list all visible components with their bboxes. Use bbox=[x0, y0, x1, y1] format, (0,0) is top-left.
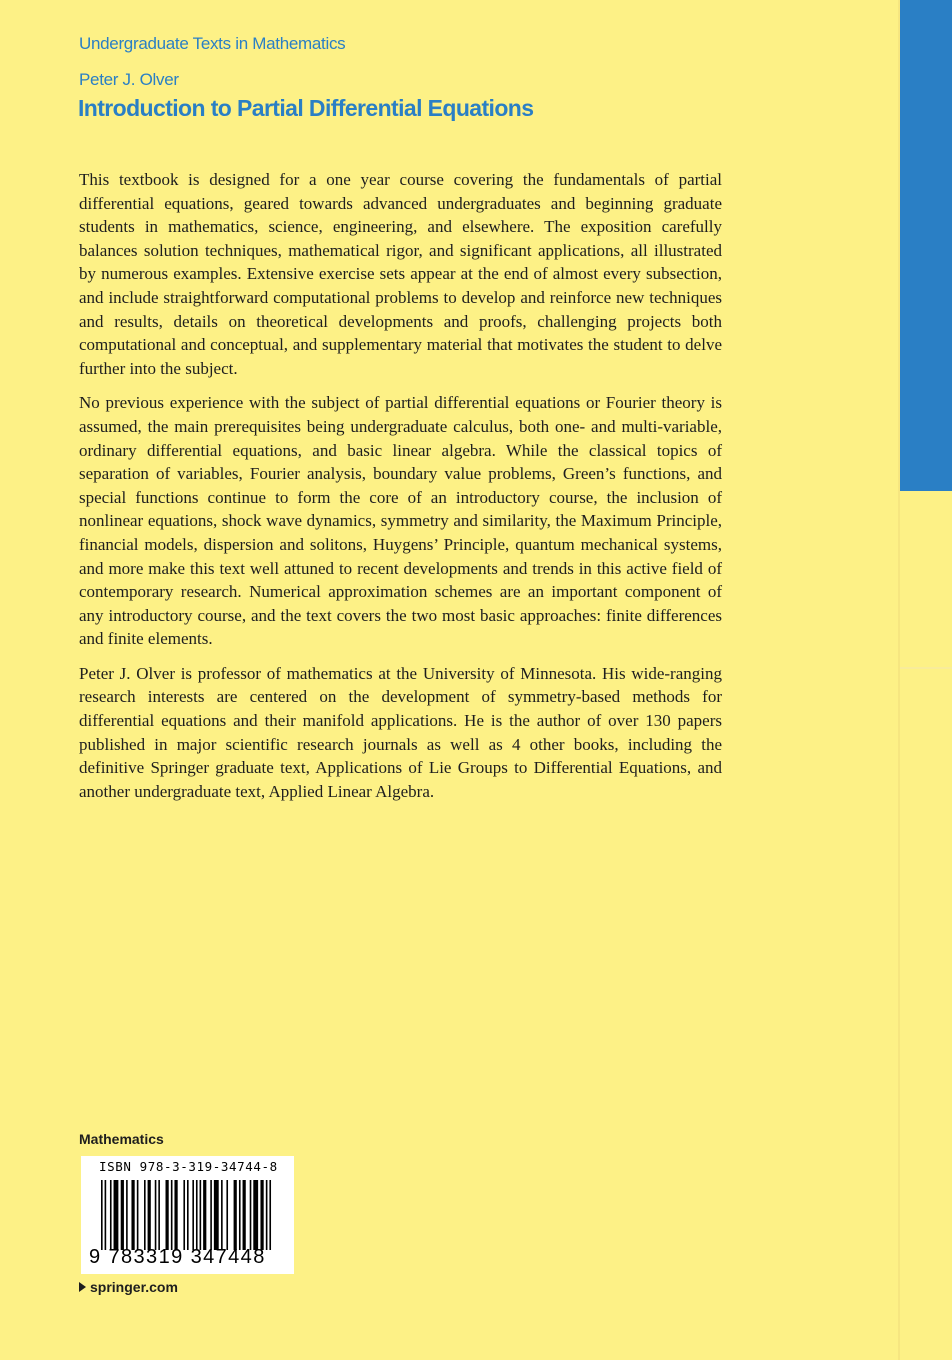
isbn-barcode bbox=[81, 1156, 294, 1274]
barcode-bar bbox=[214, 1180, 219, 1250]
description-paragraph-2: No previous experience with the subject of partial differential equations or Fourier theory is assumed, the main prerequisites being undergraduate calculus, both one- and multi-variable, ordinary differential equations, and basic linear algebra. While the classical topics of separation of variables, Fourier analysis, boundary value problems, Green’s functions, and special functions continue to form the core of an introductory course, the inclusion of nonlinear equations, shock wave dynamics, symmetry and similarity, the Maximum Principle, financial models, dispersion and solitons, Huygens’ Principle, quantum mechanical systems, and more make this text well attuned to recent developments and trends in this active field of contemporary research. Numerical approximation schemes are an important component of any introductory course, and the text covers the two most basic approaches: finite differences and finite elements. bbox=[79, 393, 722, 649]
barcode-bar bbox=[171, 1180, 173, 1250]
barcode-bar bbox=[210, 1180, 212, 1250]
isbn-label: ISBN 978-3-319-34744-8 bbox=[99, 1159, 278, 1174]
author-bio-paragraph: Peter J. Olver is professor of mathematics at the University of Minnesota. His wide-ranging research interests are centered on the development of symmetry-based methods for differential equations and their manifold applications. He is the author of over 130 papers published in major scientific research journals as well as 4 other books, including the definitive Springer graduate text, Applications of Lie Groups to Differential Equations, and another undergraduate text, Applied Linear Algebra. bbox=[79, 663, 722, 801]
description-text bbox=[79, 168, 722, 814]
barcode-bar bbox=[144, 1180, 146, 1250]
barcode-bar bbox=[110, 1180, 112, 1250]
side-divider bbox=[900, 667, 952, 669]
book-title: Introduction to Partial Differential Equations bbox=[78, 95, 534, 121]
arrow-right-icon bbox=[79, 1282, 86, 1292]
barcode-bar bbox=[226, 1180, 228, 1250]
author-name: Peter J. Olver bbox=[79, 70, 179, 89]
barcode-bar bbox=[155, 1180, 157, 1250]
barcode-bar bbox=[192, 1180, 194, 1250]
barcode-bar bbox=[148, 1180, 151, 1250]
barcode-bar bbox=[239, 1180, 241, 1250]
barcode-bar bbox=[250, 1180, 252, 1250]
barcode-bar bbox=[121, 1180, 124, 1250]
barcode-bar bbox=[158, 1180, 160, 1250]
blue-color-block bbox=[900, 0, 952, 491]
subject-category: Mathematics bbox=[79, 1131, 164, 1147]
barcode-bar bbox=[269, 1180, 271, 1250]
barcode-bar bbox=[114, 1180, 119, 1250]
barcode-bar bbox=[200, 1180, 202, 1250]
barcode-bar bbox=[137, 1180, 139, 1250]
series-name: Undergraduate Texts in Mathematics bbox=[79, 34, 346, 53]
spine-side-band bbox=[898, 0, 952, 1360]
barcode-bar bbox=[183, 1180, 185, 1250]
barcode-bar bbox=[126, 1180, 128, 1250]
barcode-bar bbox=[174, 1180, 177, 1250]
barcode-bar bbox=[131, 1180, 134, 1250]
barcode-bar bbox=[253, 1180, 258, 1250]
barcode-bar bbox=[105, 1180, 107, 1250]
website-link[interactable] bbox=[79, 1279, 178, 1295]
barcode-bar bbox=[187, 1180, 189, 1250]
barcode-bars bbox=[101, 1180, 273, 1250]
barcode-bar bbox=[260, 1180, 263, 1250]
barcode-bar bbox=[266, 1180, 268, 1250]
barcode-bar bbox=[166, 1180, 169, 1250]
barcode-bar bbox=[196, 1180, 198, 1250]
barcode-bar bbox=[203, 1180, 206, 1250]
website-text: springer.com bbox=[90, 1279, 178, 1295]
barcode-bar bbox=[221, 1180, 223, 1250]
description-paragraph-1: This textbook is designed for a one year course covering the fundamentals of partial differential equations, geared towards advanced undergraduates and beginning graduate students in mathematics, science, engineering, and elsewhere. The exposition carefully balances solution techniques, mathematical rigor, and significant applications, all illustrated by numerous examples. Extensive exercise sets appear at the end of almost every subsection, and include straightforward computational problems to develop and reinforce new techniques and results, details on theoretical developments and proofs, challenging projects both computational and conceptual, and supplementary material that motivates the student to delve further into the subject. bbox=[79, 170, 722, 378]
barcode-digits: 9 783319 347448 bbox=[89, 1246, 266, 1268]
barcode-bar bbox=[101, 1180, 103, 1250]
barcode-bar bbox=[243, 1180, 246, 1250]
barcode-bar bbox=[234, 1180, 237, 1250]
